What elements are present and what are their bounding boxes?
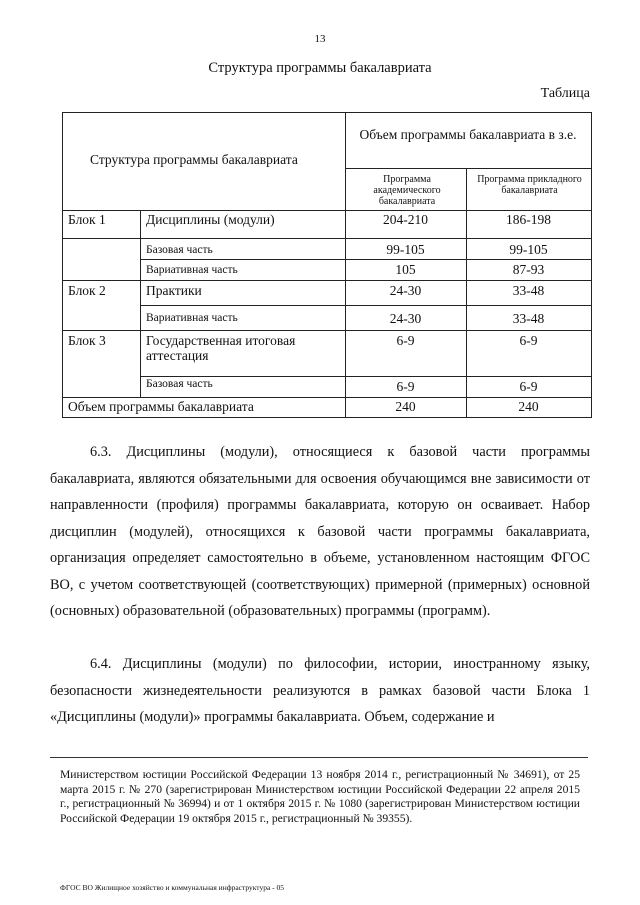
total-label: Объем программы бакалавриата	[68, 399, 254, 414]
footnote-divider	[50, 757, 588, 758]
table-row-name: Вариативная часть	[146, 312, 238, 324]
table-row-applied: 6-9	[519, 333, 538, 348]
paragraph-6-3: 6.3. Дисциплины (модули), относящиеся к базовой части программы бакалавриата, являются обязательными для освоения обучающимся вне зависимости от направленности (профиля) программы бакалавриата, которую он осваивает. Набор дисциплин (модулей), относящихся к базовой части программы бакалавриата, организация определяет самостоятельно в объеме, установленном настоящим ФГОС ВО, с учетом соответствующей (соответствующих) примерной (примерных) основной (основных) образовательной (образовательных) программы (программ).	[50, 444, 590, 619]
table-row-applied: 33-48	[512, 283, 545, 298]
table-row-name: Государственная итоговая аттестация	[146, 333, 296, 363]
table-row-applied: 87-93	[512, 262, 545, 277]
page-footer: ФГОС ВО Жилищное хозяйство и коммунальная инфраструктура - 05	[60, 883, 285, 892]
table-row-applied: 186-198	[506, 212, 551, 227]
page-number: 13	[314, 33, 326, 45]
structure-table	[62, 112, 591, 418]
footnote: Министерством юстиции Российской Федерации 13 ноября 2014 г., регистрационный № 34691), от 25 марта 2015 г. № 270 (зарегистрирован Министерством юстиции Российской Федерации 22 апреля 2015 г., регистрационный № 36994) и от 1 октября 2015 г. № 1080 (зарегистрирован Министерством юстиции Российской Федерации 19 октября 2015 г., регистрационный № 39355).	[60, 768, 580, 825]
paragraph-6-4: 6.4. Дисциплины (модули) по философии, истории, иностранному языку, безопасности жизнедеятельности реализуются в рамках базовой части Блока 1 «Дисциплины (модули)» программы бакалавриата. Объем, содержание и	[50, 656, 590, 725]
table-row-applied: 6-9	[519, 379, 538, 394]
table-row-block: Блок 1	[68, 212, 106, 227]
table-row-name: Практики	[146, 283, 202, 298]
table-row-academic: 24-30	[389, 283, 422, 298]
table-row-academic: 99-105	[386, 242, 425, 257]
table-row-applied: 33-48	[512, 311, 545, 326]
header-structure: Структура программы бакалавриата	[90, 152, 298, 167]
header-academic: Программа академического бакалавриата	[373, 174, 441, 207]
table-row-name: Дисциплины (модули)	[146, 212, 275, 227]
table-row-block: Блок 2	[68, 283, 106, 298]
table-caption: Таблица	[540, 86, 590, 101]
table-row-academic: 105	[395, 262, 416, 277]
table-row-applied: 99-105	[509, 242, 548, 257]
header-applied: Программа прикладного бакалавриата	[477, 174, 582, 196]
table-row-name: Базовая часть	[146, 244, 213, 256]
total-academic: 240	[395, 399, 416, 414]
table-row-academic: 24-30	[389, 311, 422, 326]
page-title: Структура программы бакалавриата	[208, 60, 432, 76]
table-row-academic: 6-9	[396, 333, 415, 348]
table-row-academic: 204-210	[383, 212, 428, 227]
table-row-block: Блок 3	[68, 333, 106, 348]
table-row-name: Базовая часть	[146, 378, 213, 390]
table-row-name: Вариативная часть	[146, 264, 238, 276]
table-row-academic: 6-9	[396, 379, 415, 394]
total-applied: 240	[518, 399, 539, 414]
header-volume: Объем программы бакалавриата в з.е.	[359, 127, 577, 142]
